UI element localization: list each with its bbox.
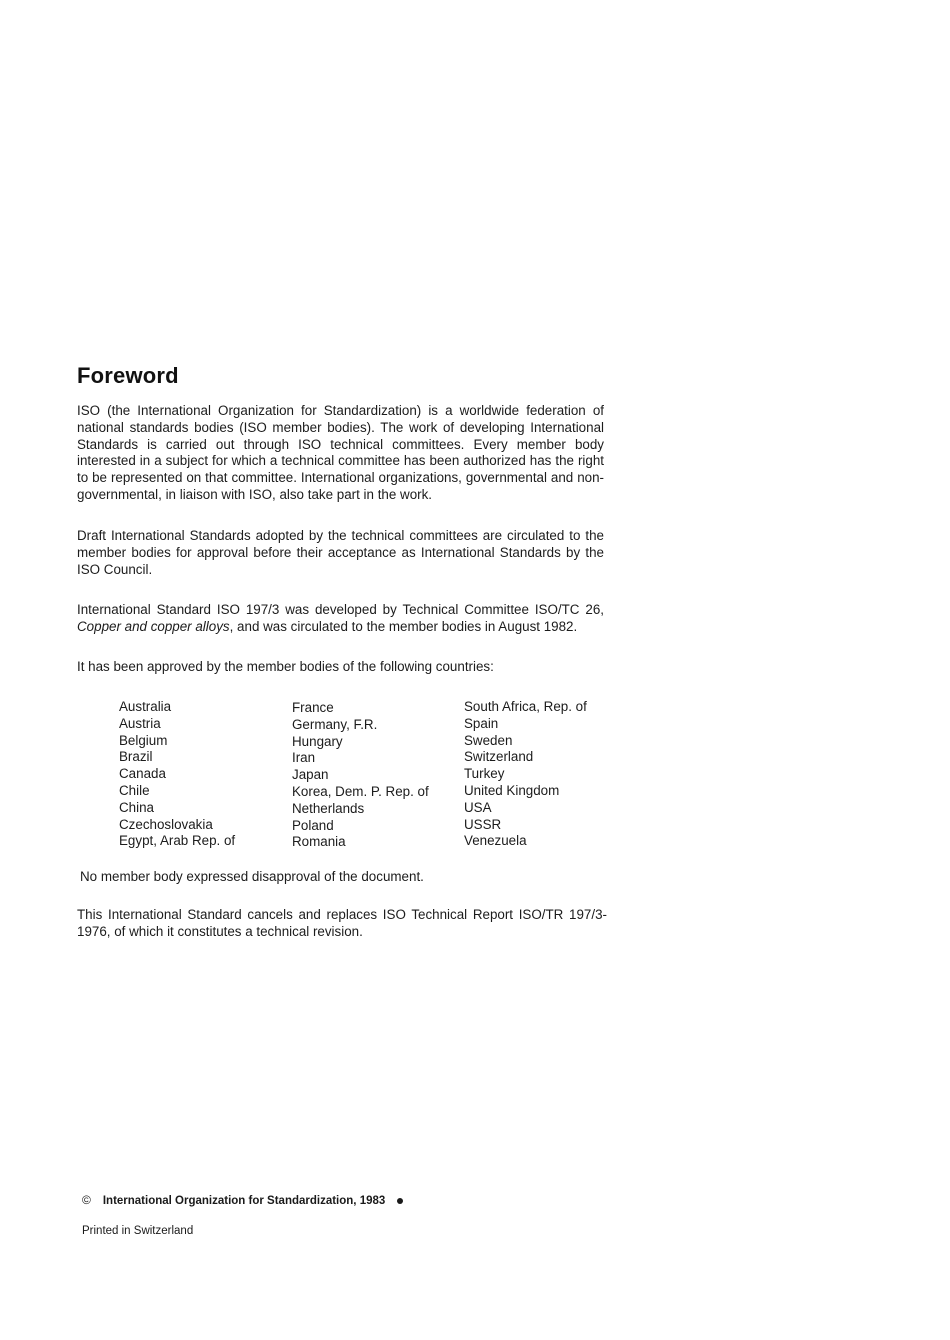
country-item: Belgium [119, 732, 168, 748]
draft-standards-paragraph: Draft International Standards adopted by the technical committees are circulated to the member bodies for approval before their acceptance as International Standards by the ISO Council. [77, 528, 604, 577]
development-text-end: , and was circulated to the member bodies in August 1982. [229, 618, 578, 634]
country-item: Germany, F.R. [292, 716, 378, 732]
country-item: Spain [464, 715, 499, 731]
country-item: Sweden [464, 732, 513, 748]
approval-paragraph: It has been approved by the member bodies of the following countries: [77, 659, 494, 674]
country-item: Canada [119, 766, 166, 782]
country-column-1 [119, 699, 235, 850]
country-item: Poland [292, 817, 334, 833]
country-item: Czechoslovakia [119, 816, 213, 832]
copyright-line [82, 1193, 403, 1207]
country-item: United Kingdom [464, 782, 560, 798]
country-item: Hungary [292, 733, 343, 749]
country-item: Korea, Dem. P. Rep. of [292, 783, 429, 799]
country-item: Chile [119, 782, 150, 798]
country-item: Iran [292, 750, 316, 766]
country-item: Brazil [119, 749, 153, 765]
printed-in-line: Printed in Switzerland [82, 1225, 194, 1237]
country-item: Switzerland [464, 749, 534, 765]
country-item: USA [464, 799, 492, 815]
replacement-paragraph: This International Standard cancels and replaces ISO Technical Report ISO/TR 197/3-1976, of which it constitutes a technical revision. [77, 907, 607, 939]
copyright-icon: © [82, 1193, 91, 1207]
country-item: Romania [292, 834, 346, 850]
country-item: China [119, 799, 154, 815]
country-item: Netherlands [292, 800, 365, 816]
country-list [119, 699, 619, 859]
country-item: France [292, 700, 334, 715]
country-item: Egypt, Arab Rep. of [119, 833, 236, 849]
country-item: Turkey [464, 766, 505, 782]
disapproval-paragraph: No member body expressed disapproval of the document. [80, 869, 424, 884]
country-item: Australia [119, 699, 172, 714]
country-item: Japan [292, 767, 329, 783]
intro-paragraph: ISO (the International Organization for Standardization) is a worldwide federation of national standards bodies (ISO member bodies). The work of developing International Standards is carried out through ISO technical committees. Every member body interested in a subject for which a technical committee has been authorized has the right to be represented on that committee. International organizations, governmental and non-governmental, in liaison with ISO, also take part in the work. [77, 403, 604, 502]
copyright-text: International Organization for Standardization, 1983 [102, 1195, 386, 1207]
country-item: Austria [119, 715, 161, 731]
country-item: USSR [464, 816, 502, 832]
country-column-2 [292, 700, 429, 851]
development-paragraph [77, 602, 604, 636]
foreword-heading: Foreword [77, 363, 179, 388]
country-item: South Africa, Rep. of [464, 699, 587, 714]
committee-title: Copper and copper alloys [77, 618, 230, 634]
country-item: Venezuela [464, 833, 527, 849]
bullet-dot-icon [397, 1198, 403, 1204]
development-text-start: International Standard ISO 197/3 was developed by Technical Committee ISO/TC 26, [77, 602, 604, 617]
country-column-3 [464, 699, 587, 850]
